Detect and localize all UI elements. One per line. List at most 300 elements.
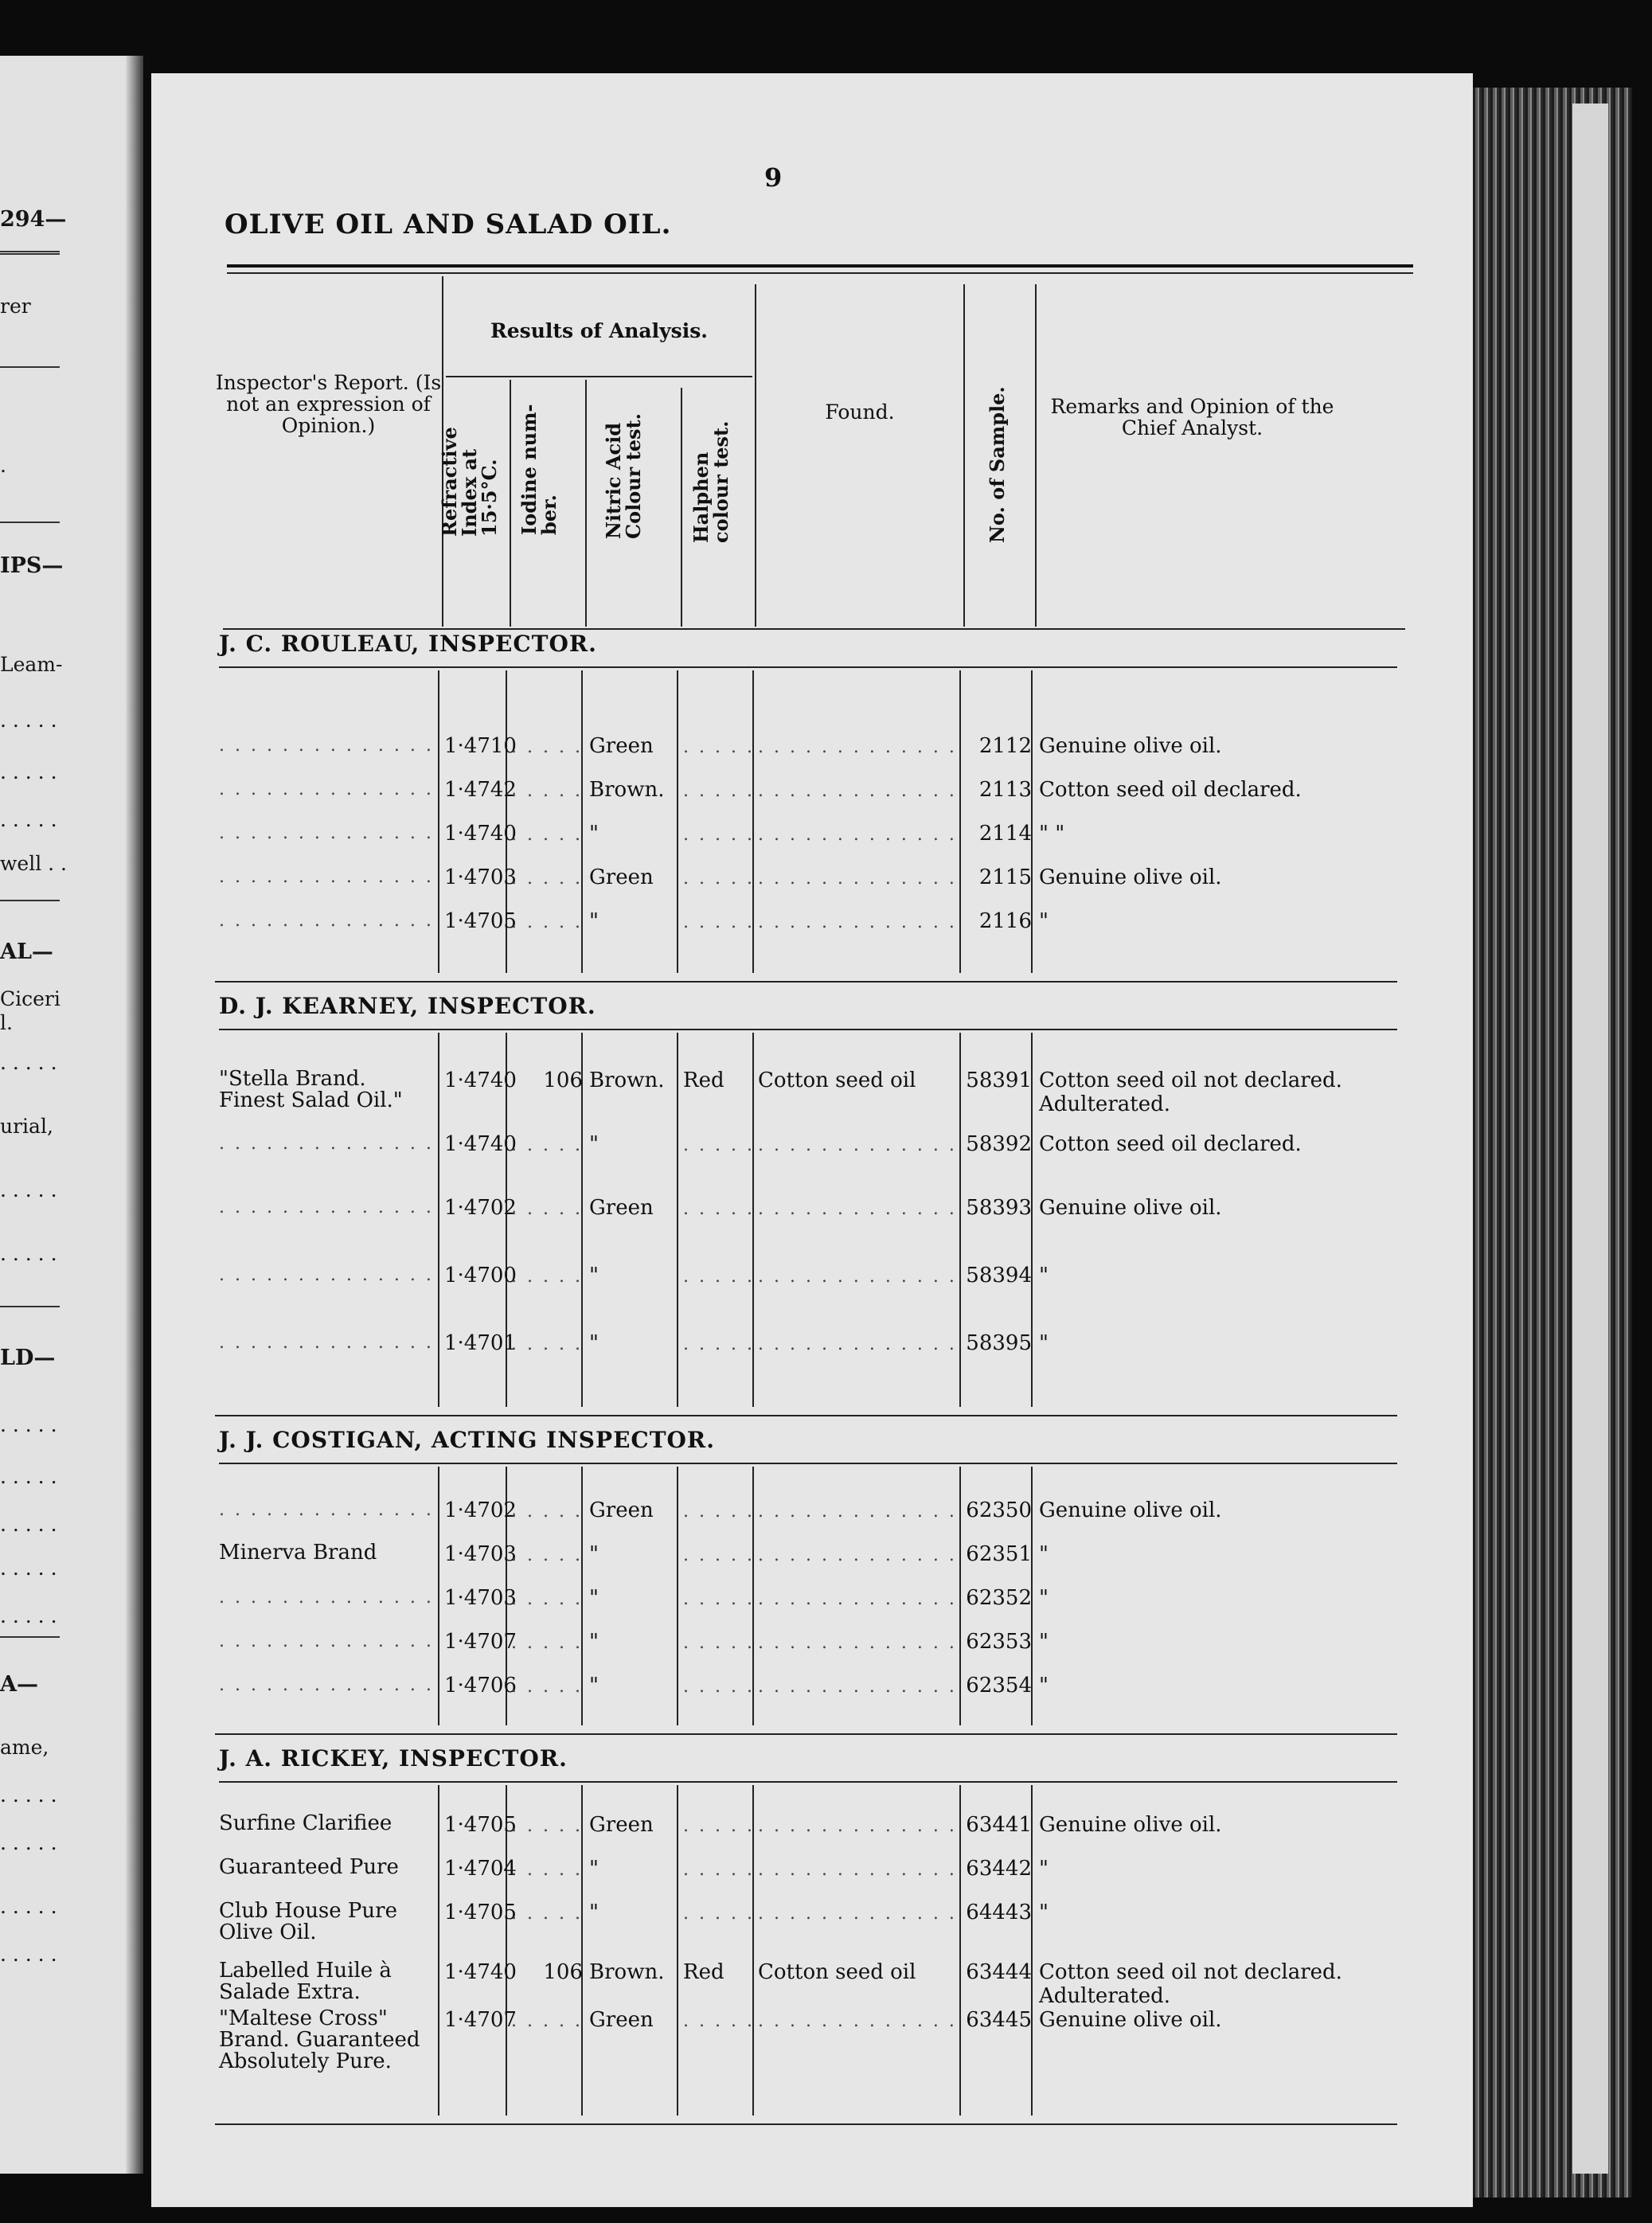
facing-page-rule <box>0 900 60 901</box>
leader-dots: . . . . . <box>511 1267 583 1287</box>
header-refractive-line: 15·5°C. <box>478 459 501 537</box>
header-nitric <box>603 413 643 539</box>
cell-refractive: 1·4700 <box>444 1264 517 1287</box>
cell-halphen <box>683 1630 755 1654</box>
cell-refractive: 1·4710 <box>444 734 517 758</box>
leader-dots: . . . . . <box>511 912 583 932</box>
table-row <box>151 1264 1425 1295</box>
cell-refractive: 1·4742 <box>444 778 517 802</box>
cell-halphen <box>683 909 755 933</box>
cell-nitric: Green <box>589 1813 654 1837</box>
cell-refractive: 1·4703 <box>444 1586 517 1610</box>
leader-dots: . . . . . . . . . . . . . . <box>219 823 434 843</box>
table-row <box>151 1132 1425 1164</box>
cell-sample: 2113 <box>978 778 1032 802</box>
cell-halphen <box>683 1542 755 1566</box>
header-results-of-analysis: Results of Analysis. <box>490 319 709 342</box>
leader-dots: . . . . . . . . . . . . . . <box>219 911 434 931</box>
cell-refractive: 1·4706 <box>444 1674 517 1698</box>
cell-refractive: 1·4702 <box>444 1498 517 1522</box>
table-row <box>151 1586 1425 1618</box>
cell-found <box>758 1901 961 1924</box>
cell-report <box>219 734 438 756</box>
leader-dots: . . . . . <box>511 1633 583 1653</box>
cell-refractive: 1·4707 <box>444 1630 517 1654</box>
cell-sample: 58394 <box>966 1264 1032 1287</box>
inspector-heading: D. J. KEARNEY, INSPECTOR. <box>219 993 596 1019</box>
cell-sample: 62351 <box>966 1542 1032 1566</box>
leader-dots: . . . . . . . . . . . . . . <box>219 867 434 887</box>
leader-dots: . . . . . <box>683 1589 755 1609</box>
facing-page-text: Ciceri <box>0 987 61 1010</box>
cell-nitric: Brown. <box>589 778 665 802</box>
facing-page-rule <box>0 522 60 523</box>
facing-page-text: . . . . . <box>0 1513 57 1536</box>
cell-sample: 63442 <box>966 1857 1032 1881</box>
leader-dots: . . . . . <box>683 869 755 889</box>
cell-found <box>758 778 961 802</box>
cell-sample: 58395 <box>966 1331 1032 1355</box>
col-rule <box>755 284 756 627</box>
inspector-heading: J. C. ROULEAU, INSPECTOR. <box>219 631 597 657</box>
leader-dots: . . . . . <box>683 1677 755 1697</box>
leader-dots: . . . . . <box>511 1860 583 1880</box>
cell-nitric: Brown. <box>589 1069 665 1092</box>
cell-iodine <box>511 865 583 889</box>
facing-page-text: urial, <box>0 1115 53 1138</box>
leader-dots: . . . . . . . . . . . . . <box>758 781 957 801</box>
leader-dots: . . . . . . . . . . . . . <box>758 1199 957 1219</box>
table-row <box>151 822 1425 854</box>
header-nitric-line: Colour test. <box>622 413 645 539</box>
facing-page-text: . . . . . <box>0 1783 57 1807</box>
cell-nitric: " <box>589 1331 599 1355</box>
cell-remarks: Genuine olive oil. <box>1039 734 1222 758</box>
leader-dots: . . . . . <box>511 1199 583 1219</box>
cell-iodine <box>511 1630 583 1654</box>
cell-remarks: Genuine olive oil. <box>1039 1196 1222 1220</box>
leader-dots: . . . . . . . . . . . . . <box>758 1267 957 1287</box>
cell-iodine: 106 <box>543 1069 583 1092</box>
cell-remarks: Genuine olive oil. <box>1039 1813 1222 1837</box>
cell-found <box>758 909 961 933</box>
cell-nitric: " <box>589 1586 599 1610</box>
cell-sample: 58392 <box>966 1132 1032 1156</box>
section-rule <box>219 1029 1397 1030</box>
inspector-heading: J. J. COSTIGAN, ACTING INSPECTOR. <box>219 1427 715 1453</box>
next-page-edge <box>1572 104 1608 2174</box>
leader-dots: . . . . . . . . . . . . . <box>758 1135 957 1155</box>
facing-page-text: . . . . . <box>0 1943 57 1966</box>
header-rule-top-inner <box>227 272 1413 274</box>
cell-halphen <box>683 1196 755 1220</box>
facing-page-text: IPS— <box>0 553 64 578</box>
cell-found <box>758 2008 961 2032</box>
facing-page-text: Leam- <box>0 653 63 676</box>
cell-iodine <box>511 2008 583 2032</box>
facing-page-rule <box>0 251 60 255</box>
leader-dots: . . . . . <box>511 1334 583 1354</box>
header-refractive-line: Index at <box>458 448 481 537</box>
facing-page-text: . . . . . <box>0 1557 57 1580</box>
leader-dots: . . . . . . . . . . . . . <box>758 825 957 845</box>
header-iodine-line: ber. <box>537 494 560 535</box>
cell-report <box>219 778 438 800</box>
cell-sample: 62353 <box>966 1630 1032 1654</box>
cell-remarks: " <box>1039 1630 1049 1654</box>
col-rule <box>963 284 965 627</box>
cell-sample: 2114 <box>978 822 1032 846</box>
cell-remarks: Genuine olive oil. <box>1039 1498 1222 1522</box>
cell-halphen <box>683 1857 755 1881</box>
cell-remarks: " <box>1039 1857 1049 1881</box>
leader-dots: . . . . . . . . . . . . . <box>758 1334 957 1354</box>
cell-found <box>758 1498 961 1522</box>
facing-page-text: rer <box>0 295 31 318</box>
facing-page-text: . . . . . <box>0 709 57 732</box>
facing-page-text: . . . . . <box>0 1178 57 1201</box>
section-rule-bottom <box>215 2123 1397 2125</box>
cell-sample: 63445 <box>966 2008 1032 2032</box>
cell-nitric: " <box>589 1630 599 1654</box>
header-rule-top <box>227 264 1413 268</box>
cell-report <box>219 1674 438 1696</box>
cell-halphen <box>683 822 755 846</box>
header-halphen <box>691 420 731 543</box>
header-halphen-line: Halphen <box>689 451 713 543</box>
cell-found: Cotton seed oil <box>758 1960 916 1984</box>
table-row <box>151 1813 1425 1845</box>
header-halphen-line: colour test. <box>709 420 732 543</box>
cell-remarks: Cotton seed oil declared. <box>1039 1132 1302 1156</box>
cell-found <box>758 734 961 758</box>
cell-found <box>758 1331 961 1355</box>
cell-report <box>219 822 438 844</box>
header-sample <box>987 386 1007 543</box>
cell-halphen <box>683 1813 755 1837</box>
cell-halphen <box>683 1331 755 1355</box>
cell-remarks: Cotton seed oil declared. <box>1039 778 1302 802</box>
cell-sample: 2112 <box>978 734 1032 758</box>
header-iodine <box>519 404 559 535</box>
header-refractive <box>439 427 499 537</box>
cell-refractive: 1·4740 <box>444 1132 517 1156</box>
cell-nitric: Green <box>589 1196 654 1220</box>
facing-page-text: . . . . . <box>0 1831 57 1854</box>
table-row <box>151 734 1425 766</box>
cell-remarks: " " <box>1039 822 1065 846</box>
facing-page-text: LD— <box>0 1346 56 1370</box>
cell-refractive: 1·4740 <box>444 822 517 846</box>
leader-dots: . . . . . <box>511 825 583 845</box>
header-refractive-line: Refractive <box>438 427 461 537</box>
cell-nitric: Brown. <box>589 1960 665 1984</box>
leader-dots: . . . . . <box>511 2011 583 2031</box>
leader-dots: . . . . . . . . . . . . . <box>758 1904 957 1924</box>
leader-dots: . . . . . <box>511 1904 583 1924</box>
leader-dots: . . . . . <box>683 1267 755 1287</box>
cell-report: Club House Pure Olive Oil. <box>219 1899 397 1944</box>
leader-dots: . . . . . . . . . . . . . . <box>219 1500 434 1520</box>
section-rule <box>219 666 1397 668</box>
cell-iodine <box>511 1264 583 1287</box>
cell-report <box>219 1498 438 1521</box>
cell-sample: 62352 <box>966 1586 1032 1610</box>
cell-iodine <box>511 1857 583 1881</box>
facing-page-text: . <box>0 454 6 477</box>
facing-page-text: 294— <box>0 207 67 232</box>
leader-dots: . . . . . <box>683 1334 755 1354</box>
cell-iodine <box>511 1901 583 1924</box>
section-rule <box>219 1463 1397 1464</box>
table-row <box>151 1857 1425 1889</box>
col-rule <box>1035 284 1037 627</box>
cell-found <box>758 1630 961 1654</box>
section-rule-bottom <box>215 1733 1397 1735</box>
cell-iodine <box>511 1813 583 1837</box>
leader-dots: . . . . . <box>683 912 755 932</box>
cell-remarks: " <box>1039 909 1049 933</box>
cell-iodine: 106 <box>543 1960 583 1984</box>
cell-iodine <box>511 778 583 802</box>
cell-halphen <box>683 1674 755 1698</box>
leader-dots: . . . . . <box>683 1816 755 1836</box>
leader-dots: . . . . . <box>683 825 755 845</box>
cell-sample: 64443 <box>966 1901 1032 1924</box>
cell-iodine <box>511 734 583 758</box>
leader-dots: . . . . . . . . . . . . . <box>758 869 957 889</box>
cell-found <box>758 1586 961 1610</box>
facing-page-rule <box>0 366 60 368</box>
cell-iodine <box>511 1498 583 1522</box>
cell-found <box>758 822 961 846</box>
facing-page-rule <box>0 1636 60 1638</box>
cell-nitric: " <box>589 1857 599 1881</box>
header-rule-bottom <box>223 628 1405 630</box>
cell-found <box>758 1196 961 1220</box>
header-nitric-line: Nitric Acid <box>602 422 625 539</box>
facing-page-text: . . . . . <box>0 1895 57 1918</box>
facing-page-text: . . . . . <box>0 1465 57 1488</box>
facing-page-text: A— <box>0 1672 38 1697</box>
cell-nitric: " <box>589 909 599 933</box>
table-row <box>151 865 1425 897</box>
leader-dots: . . . . . <box>683 1860 755 1880</box>
leader-dots: . . . . . <box>683 1135 755 1155</box>
leader-dots: . . . . . <box>511 1589 583 1609</box>
cell-refractive: 1·4704 <box>444 1857 517 1881</box>
cell-report <box>219 1630 438 1652</box>
cell-sample: 2116 <box>978 909 1032 933</box>
leader-dots: . . . . . <box>511 1677 583 1697</box>
cell-iodine <box>511 1674 583 1698</box>
cell-remarks: " <box>1039 1586 1049 1610</box>
leader-dots: . . . . . <box>683 2011 755 2031</box>
header-inspector-report: Inspector's Report. (Is not an expression of Opinion.) <box>215 371 442 437</box>
cell-halphen: Red <box>683 1960 724 1984</box>
facing-page-text: ame, <box>0 1736 49 1759</box>
cell-found <box>758 1264 961 1287</box>
cell-found <box>758 1542 961 1566</box>
cell-refractive: 1·4703 <box>444 1542 517 1566</box>
cell-found: Cotton seed oil <box>758 1069 916 1092</box>
table-row <box>151 1674 1425 1705</box>
section-rule-bottom <box>215 1415 1397 1416</box>
cell-halphen <box>683 1264 755 1287</box>
cell-report: Minerva Brand <box>219 1541 377 1565</box>
leader-dots: . . . . . . . . . . . . . <box>758 1545 957 1565</box>
facing-page-text: . . . . . <box>0 1604 57 1627</box>
results-underline <box>446 376 752 377</box>
cell-iodine <box>511 822 583 846</box>
cell-remarks: " <box>1039 1901 1049 1924</box>
cell-report <box>219 1331 438 1354</box>
leader-dots: . . . . . . . . . . . . . . <box>219 1265 434 1285</box>
cell-halphen <box>683 734 755 758</box>
cell-halphen <box>683 778 755 802</box>
cell-found <box>758 865 961 889</box>
facing-page-text: AL— <box>0 940 53 964</box>
leader-dots: . . . . . . . . . . . . . . <box>219 736 434 756</box>
cell-iodine <box>511 1542 583 1566</box>
leader-dots: . . . . . <box>511 1502 583 1522</box>
cell-sample: 58393 <box>966 1196 1032 1220</box>
leader-dots: . . . . . . . . . . . . . <box>758 1502 957 1522</box>
leader-dots: . . . . . <box>683 1502 755 1522</box>
leader-dots: . . . . . . . . . . . . . . <box>219 779 434 799</box>
cell-iodine <box>511 1196 583 1220</box>
cell-report: Labelled Huile à Salade Extra. <box>219 1959 392 2004</box>
header-iodine-line: Iodine num- <box>517 404 541 535</box>
cell-sample: 62354 <box>966 1674 1032 1698</box>
cell-halphen <box>683 1901 755 1924</box>
cell-refractive: 1·4701 <box>444 1331 517 1355</box>
cell-refractive: 1·4705 <box>444 1901 517 1924</box>
cell-report <box>219 1586 438 1608</box>
cell-remarks: " <box>1039 1542 1049 1566</box>
header-sample-line: No. of Sample. <box>986 386 1009 543</box>
leader-dots: . . . . . . . . . . . . . . <box>219 1197 434 1217</box>
leader-dots: . . . . . . . . . . . . . <box>758 912 957 932</box>
cell-iodine <box>511 909 583 933</box>
cell-halphen <box>683 865 755 889</box>
cell-refractive: 1·4705 <box>444 909 517 933</box>
facing-page-text: . . . . . <box>0 1413 57 1436</box>
cell-report: "Stella Brand. Finest Salad Oil." <box>219 1067 403 1112</box>
table-row <box>151 1067 1425 1116</box>
cell-sample: 2115 <box>978 865 1032 889</box>
table-row <box>151 778 1425 810</box>
cell-halphen <box>683 1132 755 1156</box>
leader-dots: . . . . . . . . . . . . . . <box>219 1588 434 1608</box>
leader-dots: . . . . . . . . . . . . . . <box>219 1675 434 1695</box>
cell-remarks: " <box>1039 1264 1049 1287</box>
cell-report <box>219 1264 438 1286</box>
cell-refractive: 1·4705 <box>444 1813 517 1837</box>
leader-dots: . . . . . <box>511 781 583 801</box>
cell-refractive: 1·4702 <box>444 1196 517 1220</box>
cell-found <box>758 1857 961 1881</box>
cell-found <box>758 1674 961 1698</box>
cell-nitric: " <box>589 1674 599 1698</box>
page-edge-stack <box>1473 88 1632 2198</box>
cell-sample: 58391 <box>966 1069 1032 1092</box>
ledger-page <box>151 73 1473 2207</box>
leader-dots: . . . . . <box>683 1904 755 1924</box>
facing-page-text: . . . . . <box>0 808 57 831</box>
leader-dots: . . . . . <box>511 1816 583 1836</box>
table-row <box>151 1196 1425 1228</box>
cell-nitric: " <box>589 1132 599 1156</box>
table-row <box>151 1331 1425 1363</box>
cell-nitric: Green <box>589 865 654 889</box>
leader-dots: . . . . . . . . . . . . . <box>758 1816 957 1836</box>
table-row <box>151 2006 1425 2073</box>
table-row <box>151 1630 1425 1662</box>
leader-dots: . . . . . <box>511 869 583 889</box>
cell-halphen <box>683 1586 755 1610</box>
cell-report: "Maltese Cross" Brand. Guaranteed Absolutely Pure. <box>219 2006 420 2073</box>
leader-dots: . . . . . . . . . . . . . . <box>219 1333 434 1353</box>
facing-page-text: l. <box>0 1011 13 1034</box>
table-row <box>151 909 1425 941</box>
cell-nitric: " <box>589 822 599 846</box>
cell-sample: 63441 <box>966 1813 1032 1837</box>
cell-nitric: Green <box>589 734 654 758</box>
cell-remarks: Cotton seed oil not declared. Adulterated. <box>1039 1069 1342 1116</box>
cell-remarks: Genuine olive oil. <box>1039 865 1222 889</box>
facing-page-text: . . . . . <box>0 1242 57 1265</box>
section-rule <box>219 1781 1397 1783</box>
cell-iodine <box>511 1331 583 1355</box>
cell-iodine <box>511 1132 583 1156</box>
leader-dots: . . . . . . . . . . . . . <box>758 1860 957 1880</box>
cell-found <box>758 1132 961 1156</box>
cell-refractive: 1·4740 <box>444 1960 517 1984</box>
leader-dots: . . . . . <box>683 1633 755 1653</box>
cell-nitric: " <box>589 1901 599 1924</box>
table-row <box>151 1959 1425 2008</box>
inspector-heading: J. A. RICKEY, INSPECTOR. <box>219 1745 568 1772</box>
page-title: OLIVE OIL AND SALAD OIL. <box>225 209 672 240</box>
cell-found <box>758 1813 961 1837</box>
cell-nitric: Green <box>589 1498 654 1522</box>
leader-dots: . . . . . . . . . . . . . <box>758 2011 957 2031</box>
leader-dots: . . . . . . . . . . . . . <box>758 1677 957 1697</box>
cell-report: Guaranteed Pure <box>219 1855 399 1879</box>
cell-report <box>219 865 438 888</box>
leader-dots: . . . . . . . . . . . . . <box>758 737 957 757</box>
cell-nitric: " <box>589 1264 599 1287</box>
cell-remarks: " <box>1039 1331 1049 1355</box>
cell-refractive: 1·4740 <box>444 1069 517 1092</box>
cell-sample: 63444 <box>966 1960 1032 1984</box>
facing-page-text: . . . . . <box>0 1051 57 1074</box>
col-rule <box>681 388 682 627</box>
leader-dots: . . . . . <box>683 1199 755 1219</box>
leader-dots: . . . . . . . . . . . . . <box>758 1633 957 1653</box>
cell-report: Surfine Clarifiee <box>219 1811 392 1835</box>
book-gutter <box>126 56 143 2174</box>
col-rule <box>585 380 587 627</box>
section-rule-bottom <box>215 981 1397 983</box>
table-row <box>151 1498 1425 1530</box>
cell-report <box>219 1196 438 1218</box>
facing-page-text: well . . <box>0 852 67 875</box>
cell-sample: 62350 <box>966 1498 1032 1522</box>
col-rule <box>510 380 511 627</box>
header-found: Found. <box>825 400 895 424</box>
